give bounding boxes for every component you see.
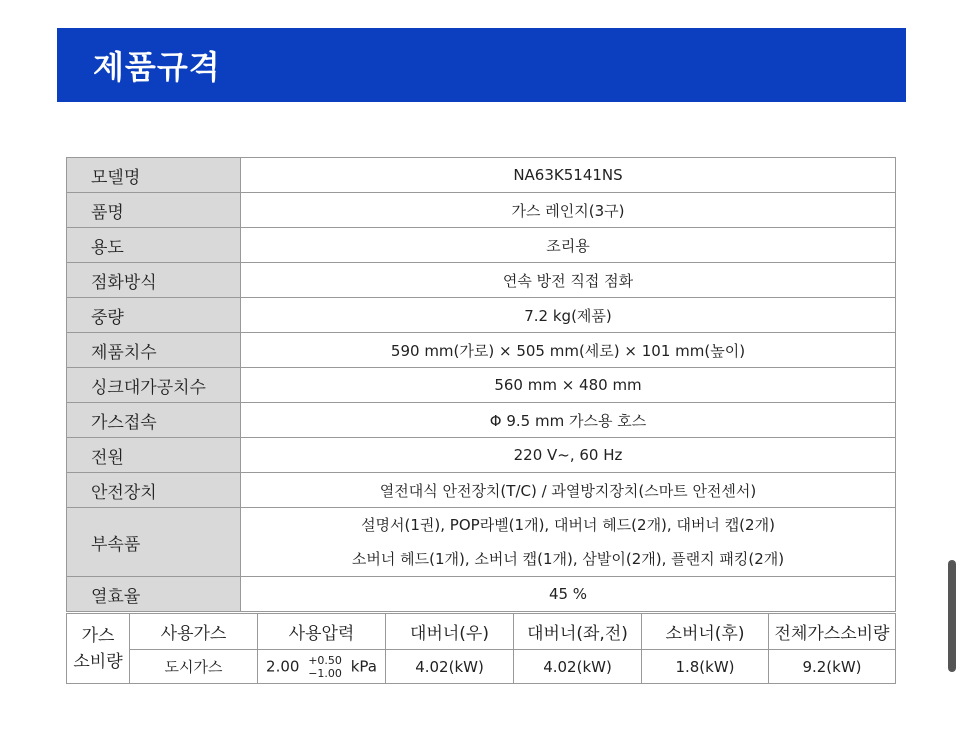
pressure-unit: kPa <box>350 657 377 675</box>
side-label-2: 소비량 <box>73 651 123 672</box>
table-header-row <box>67 614 896 650</box>
column-header: 사용가스 <box>130 614 258 650</box>
spec-table <box>66 157 896 612</box>
table-row <box>67 333 896 368</box>
tolerance-minus: −1.00 <box>308 666 342 680</box>
row-label: 가스접속 <box>67 403 241 438</box>
row-value: 590 mm(가로) × 505 mm(세로) × 101 mm(높이) <box>241 333 896 368</box>
table-row <box>67 438 896 473</box>
accessories-line-1: 설명서(1권), POP라벨(1개), 대버너 헤드(2개), 대버너 캡(2개) <box>361 516 775 534</box>
row-label: 싱크대가공치수 <box>67 368 241 403</box>
row-value <box>241 508 896 577</box>
table-row-accessories <box>67 508 896 577</box>
side-label-1: 가스 <box>81 625 115 646</box>
row-label: 점화방식 <box>67 263 241 298</box>
row-value: 가스 레인지(3구) <box>241 193 896 228</box>
gas-consumption-table <box>66 613 896 684</box>
row-label: 제품치수 <box>67 333 241 368</box>
table-row <box>67 650 896 684</box>
table-row <box>67 158 896 193</box>
page-title: 제품규격 <box>93 48 221 86</box>
tolerance-plus: +0.50 <box>308 653 342 667</box>
table-row <box>67 473 896 508</box>
pressure-value: 2.00 <box>266 657 300 675</box>
row-value: 조리용 <box>241 228 896 263</box>
row-value: 열전대식 안전장치(T/C) / 과열방지장치(스마트 안전센서) <box>241 473 896 508</box>
pressure-cell <box>258 650 386 684</box>
row-label: 품명 <box>67 193 241 228</box>
table-row <box>67 193 896 228</box>
gas-consumption-label <box>67 614 130 684</box>
column-header: 대버너(좌,전) <box>514 614 642 650</box>
row-label: 모델명 <box>67 158 241 193</box>
table-row <box>67 368 896 403</box>
row-value: 220 V~, 60 Hz <box>241 438 896 473</box>
row-label: 용도 <box>67 228 241 263</box>
row-value: NA63K5141NS <box>241 158 896 193</box>
big-burner-right: 4.02(kW) <box>386 650 514 684</box>
column-header: 소버너(후) <box>642 614 769 650</box>
scrollbar-thumb[interactable] <box>948 560 956 672</box>
row-value: 7.2 kg(제품) <box>241 298 896 333</box>
total-gas-consumption: 9.2(kW) <box>769 650 896 684</box>
column-header: 대버너(우) <box>386 614 514 650</box>
small-burner-rear: 1.8(kW) <box>642 650 769 684</box>
row-label: 안전장치 <box>67 473 241 508</box>
big-burner-left-front: 4.02(kW) <box>514 650 642 684</box>
row-value: Φ 9.5 mm 가스용 호스 <box>241 403 896 438</box>
row-value: 연속 방전 직접 점화 <box>241 263 896 298</box>
table-row <box>67 228 896 263</box>
row-label: 열효율 <box>67 577 241 612</box>
gas-type: 도시가스 <box>130 650 258 684</box>
accessories-line-2: 소버너 헤드(1개), 소버너 캡(1개), 삼발이(2개), 플랜지 패킹(2개) <box>351 550 785 568</box>
table-row <box>67 263 896 298</box>
row-value: 560 mm × 480 mm <box>241 368 896 403</box>
row-label: 전원 <box>67 438 241 473</box>
table-row <box>67 577 896 612</box>
table-row <box>67 403 896 438</box>
pressure-tolerance <box>308 654 342 680</box>
row-label: 중량 <box>67 298 241 333</box>
column-header: 사용압력 <box>258 614 386 650</box>
row-label: 부속품 <box>67 508 241 577</box>
table-row <box>67 298 896 333</box>
row-value: 45 % <box>241 577 896 612</box>
title-banner <box>57 28 906 102</box>
column-header: 전체가스소비량 <box>769 614 896 650</box>
